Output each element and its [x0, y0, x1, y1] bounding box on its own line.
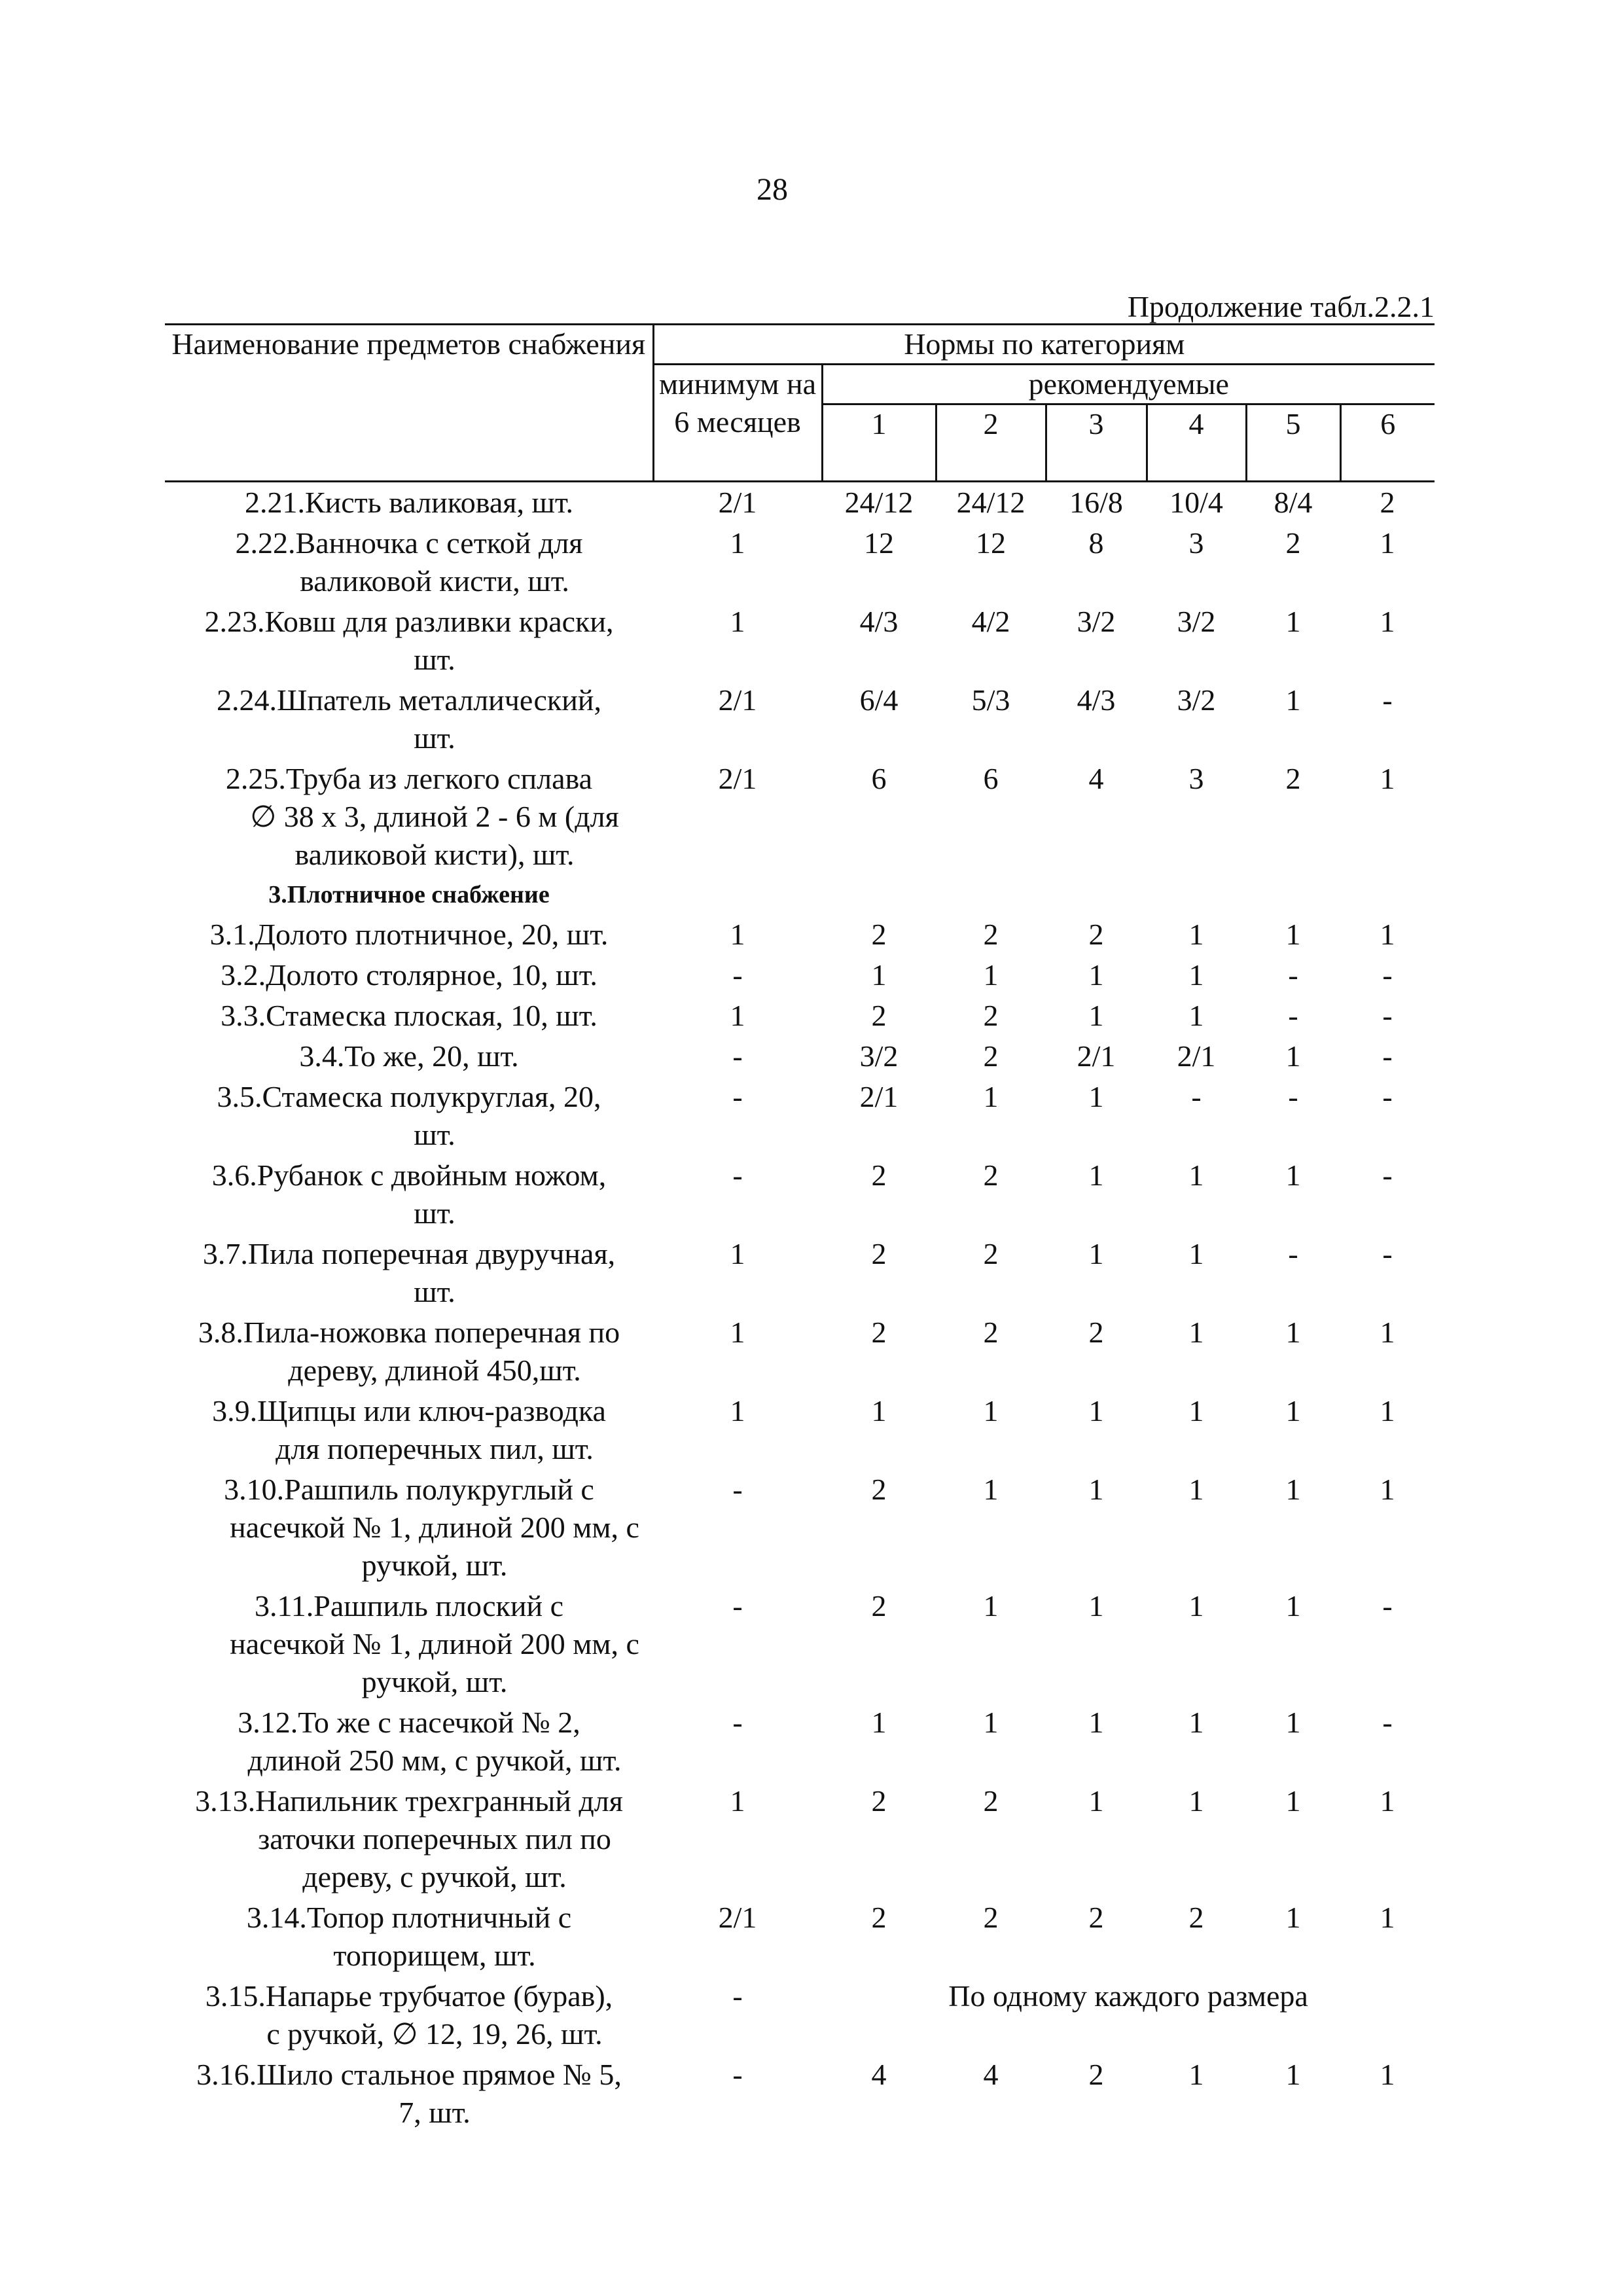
category-3-value: 16/8	[1069, 486, 1123, 519]
category-5-value: -	[1288, 1080, 1298, 1113]
item-name-text: 2.22.Ванночка с сеткой для	[235, 526, 583, 560]
item-name	[165, 759, 653, 875]
item-name-text: 2.25.Труба из легкого сплава	[225, 762, 593, 795]
category-3-value: 3/2	[1077, 605, 1116, 638]
item-name	[165, 955, 653, 996]
category-4-value: 1	[1188, 1706, 1204, 1739]
category-2-value: 5/3	[971, 683, 1010, 717]
item-name-continuation: насечкой № 1, длиной 200 мм, с ручкой, шт.	[230, 1511, 639, 1582]
item-name	[165, 1586, 653, 1702]
category-6-value: 1	[1380, 1901, 1395, 1934]
minimum-value: -	[732, 1158, 743, 1192]
item-name-text: 2.24.Шпатель металлический,	[217, 683, 601, 717]
minimum-value: 1	[730, 1316, 745, 1349]
category-5-value: 2	[1285, 762, 1301, 795]
category-6-value: -	[1382, 1158, 1393, 1192]
item-name-text: 3.5.Стамеска полукруглая, 20,	[217, 1080, 601, 1113]
category-5-value: 1	[1285, 1784, 1301, 1818]
category-1-value: 2	[871, 999, 887, 1032]
item-name-text: 3.3.Стамеска плоская, 10, шт.	[221, 999, 597, 1032]
category-1-value: 2	[871, 918, 887, 951]
minimum-value: 1	[730, 526, 745, 560]
category-1-value: 2	[871, 1784, 887, 1818]
minimum-value: 2/1	[718, 1901, 757, 1934]
item-name	[165, 1702, 653, 1781]
table-row	[165, 996, 1435, 1036]
item-name-continuation: насечкой № 1, длиной 200 мм, с ручкой, шт.	[230, 1627, 639, 1698]
category-4-value: 1	[1188, 1316, 1204, 1349]
category-3-value: 2/1	[1077, 1039, 1116, 1073]
item-name	[165, 1155, 653, 1234]
table-row	[165, 680, 1435, 759]
category-3-value: 1	[1088, 999, 1104, 1032]
category-1-value: 2	[871, 1158, 887, 1192]
category-2-value: 1	[983, 1589, 999, 1623]
category-6-value: 1	[1380, 918, 1395, 951]
item-name-continuation: 7, шт.	[399, 2096, 471, 2129]
section-row	[165, 875, 1435, 914]
category-2-value: 1	[983, 1080, 999, 1113]
item-name-text: 3.11.Рашпиль плоский с	[254, 1589, 564, 1623]
category-4-value: 10/4	[1169, 486, 1223, 519]
item-name-continuation: шт.	[414, 1275, 455, 1308]
item-name	[165, 2054, 653, 2133]
minimum-value: 2/1	[718, 486, 757, 519]
category-5-value: 1	[1285, 1316, 1301, 1349]
category-1-value: 2/1	[859, 1080, 899, 1113]
category-4-value: 3	[1188, 762, 1204, 795]
minimum-value: -	[732, 1473, 743, 1506]
category-5-value: 1	[1285, 1901, 1301, 1934]
table-row	[165, 1702, 1435, 1781]
section-heading: 3.Плотничное снабжение	[268, 881, 550, 908]
category-2-value: 1	[983, 1706, 999, 1739]
category-1-value: 1	[871, 1394, 887, 1427]
category-5-value: 1	[1285, 1706, 1301, 1739]
category-5-value: 1	[1285, 2058, 1301, 2091]
item-name-continuation: с ручкой, ∅ 12, 19, 26, шт.	[266, 2017, 603, 2051]
category-6-value: -	[1382, 999, 1393, 1032]
category-6-value: -	[1382, 1237, 1393, 1270]
minimum-value: 2/1	[718, 683, 757, 717]
minimum-value: 1	[730, 918, 745, 951]
item-name	[165, 1781, 653, 1897]
item-name-continuation: длиной 250 мм, с ручкой, шт.	[247, 1744, 622, 1777]
category-1-value: 2	[871, 1473, 887, 1506]
empty-cell	[653, 875, 1435, 914]
category-1-value: 2	[871, 1589, 887, 1623]
category-1-value: 1	[871, 958, 887, 992]
item-name-text: 3.6.Рубанок с двойным ножом,	[211, 1158, 607, 1192]
category-5-value: 1	[1285, 1039, 1301, 1073]
minimum-value: -	[732, 958, 743, 992]
category-2-value: 2	[983, 1158, 999, 1192]
item-name-continuation: шт.	[414, 1196, 455, 1230]
item-name	[165, 1391, 653, 1469]
item-name-continuation: ∅ 38 х 3, длиной 2 - 6 м (для валиковой кисти), шт.	[250, 800, 619, 871]
header-category-4: 4	[1147, 404, 1246, 482]
item-name	[165, 601, 653, 680]
category-5-value: 1	[1285, 1589, 1301, 1623]
item-name-continuation: шт.	[414, 643, 455, 676]
table-row	[165, 955, 1435, 996]
item-name	[165, 680, 653, 759]
header-category-6: 6	[1340, 404, 1435, 482]
category-3-value: 1	[1088, 1237, 1104, 1270]
item-name-text: 3.7.Пила поперечная двуручная,	[202, 1237, 616, 1270]
table-row	[165, 759, 1435, 875]
item-name-continuation: для поперечных пил, шт.	[276, 1432, 594, 1465]
category-4-value: -	[1191, 1080, 1202, 1113]
category-6-value: 1	[1380, 1316, 1395, 1349]
category-3-value: 1	[1088, 1589, 1104, 1623]
item-name	[165, 1897, 653, 1976]
merged-note: По одному каждого размера	[948, 1979, 1308, 2013]
category-3-value: 1	[1088, 1080, 1104, 1113]
category-4-value: 1	[1188, 1473, 1204, 1506]
item-name-continuation: шт.	[414, 721, 455, 755]
category-1-value: 1	[871, 1706, 887, 1739]
table-row	[165, 482, 1435, 524]
table-row	[165, 1586, 1435, 1702]
category-4-value: 3/2	[1177, 683, 1216, 717]
category-2-value: 6	[983, 762, 999, 795]
item-name	[165, 1976, 653, 2054]
category-2-value: 4	[983, 2058, 999, 2091]
table-row	[165, 601, 1435, 680]
item-name-continuation: заточки поперечных пил по дереву, с ручкой, шт.	[258, 1822, 611, 1893]
category-1-value: 4	[871, 2058, 887, 2091]
category-3-value: 1	[1088, 1158, 1104, 1192]
category-1-value: 2	[871, 1237, 887, 1270]
header-minimum: минимум на 6 месяцев	[653, 365, 822, 482]
category-1-value: 3/2	[859, 1039, 899, 1073]
category-4-value: 1	[1188, 999, 1204, 1032]
minimum-value: -	[732, 2058, 743, 2091]
category-4-value: 1	[1188, 1158, 1204, 1192]
category-3-value: 1	[1088, 1706, 1104, 1739]
minimum-value: -	[732, 1080, 743, 1113]
table-row	[165, 1897, 1435, 1976]
item-name	[165, 1469, 653, 1586]
table-row	[165, 1077, 1435, 1155]
item-name	[165, 914, 653, 955]
category-4-value: 1	[1188, 918, 1204, 951]
item-name-text: 3.1.Долото плотничное, 20, шт.	[209, 918, 609, 951]
item-name-text: 3.9.Щипцы или ключ-разводка	[212, 1394, 606, 1427]
category-6-value: 1	[1380, 1784, 1395, 1818]
item-name-text: 2.21.Кисть валиковая, шт.	[244, 486, 574, 519]
category-5-value: -	[1288, 1237, 1298, 1270]
category-1-value: 2	[871, 1901, 887, 1934]
table-row	[165, 1976, 1435, 2054]
category-4-value: 1	[1188, 1784, 1204, 1818]
category-5-value: 1	[1285, 1394, 1301, 1427]
category-6-value: -	[1382, 1039, 1393, 1073]
category-6-value: 1	[1380, 1473, 1395, 1506]
category-2-value: 2	[983, 1316, 999, 1349]
item-name	[165, 1077, 653, 1155]
minimum-value: 1	[730, 999, 745, 1032]
category-1-value: 4/3	[859, 605, 899, 638]
minimum-value: 1	[730, 1784, 745, 1818]
table-continuation-label: Продолжение табл.2.2.1	[1127, 290, 1435, 323]
category-1-value: 12	[864, 526, 894, 560]
category-6-value: 1	[1380, 762, 1395, 795]
item-name	[165, 1312, 653, 1391]
category-6-value: 1	[1380, 526, 1395, 560]
category-6-value: -	[1382, 683, 1393, 717]
table-row	[165, 1469, 1435, 1586]
category-2-value: 1	[983, 958, 999, 992]
category-2-value: 2	[983, 1237, 999, 1270]
category-2-value: 2	[983, 999, 999, 1032]
category-4-value: 1	[1188, 958, 1204, 992]
category-3-value: 2	[1088, 918, 1104, 951]
table-row	[165, 1036, 1435, 1077]
table-row	[165, 1312, 1435, 1391]
header-category-5: 5	[1246, 404, 1340, 482]
category-4-value: 1	[1188, 2058, 1204, 2091]
category-5-value: 8/4	[1274, 486, 1313, 519]
category-1-value: 24/12	[844, 486, 914, 519]
item-name	[165, 523, 653, 601]
table-row	[165, 2054, 1435, 2133]
item-name-continuation: валиковой кисти, шт.	[300, 564, 569, 598]
header-item-name: Наименование предметов снабжения	[165, 325, 653, 482]
category-2-value: 2	[983, 1784, 999, 1818]
item-name-text: 3.4.То же, 20, шт.	[299, 1039, 519, 1073]
minimum-value: 1	[730, 1394, 745, 1427]
category-2-value: 12	[976, 526, 1006, 560]
category-6-value: -	[1382, 1080, 1393, 1113]
minimum-value: 1	[730, 1237, 745, 1270]
category-5-value: 1	[1285, 605, 1301, 638]
item-name-continuation: топорищем, шт.	[333, 1939, 536, 1972]
category-5-value: 1	[1285, 1158, 1301, 1192]
category-1-value: 6	[871, 762, 887, 795]
table-row	[165, 1391, 1435, 1469]
category-5-value: 2	[1285, 526, 1301, 560]
item-name-text: 3.12.То же с насечкой № 2,	[238, 1706, 580, 1739]
item-name	[165, 482, 653, 524]
category-2-value: 2	[983, 1039, 999, 1073]
table-row	[165, 914, 1435, 955]
category-3-value: 1	[1088, 1473, 1104, 1506]
category-4-value: 3/2	[1177, 605, 1216, 638]
category-2-value: 4/2	[971, 605, 1010, 638]
category-5-value: 1	[1285, 1473, 1301, 1506]
item-name-text: 3.16.Шило стальное прямое № 5,	[196, 2058, 622, 2091]
item-name-text: 3.10.Рашпиль полукруглый с	[224, 1473, 594, 1506]
header-category-3: 3	[1046, 404, 1147, 482]
minimum-value: -	[732, 1039, 743, 1073]
category-1-value: 6/4	[859, 683, 899, 717]
item-name	[165, 1234, 653, 1312]
category-6-value: 1	[1380, 1394, 1395, 1427]
category-2-value: 1	[983, 1473, 999, 1506]
category-3-value: 8	[1088, 526, 1104, 560]
category-6-value: 1	[1380, 2058, 1395, 2091]
category-3-value: 4/3	[1077, 683, 1116, 717]
category-3-value: 1	[1088, 958, 1104, 992]
minimum-value: -	[732, 1979, 743, 2013]
category-6-value: 2	[1380, 486, 1395, 519]
category-6-value: 1	[1380, 605, 1395, 638]
category-2-value: 2	[983, 1901, 999, 1934]
item-name-text: 3.15.Напарье трубчатое (бурав),	[205, 1979, 613, 2013]
category-6-value: -	[1382, 1589, 1393, 1623]
category-5-value: -	[1288, 958, 1298, 992]
category-5-value: 1	[1285, 918, 1301, 951]
category-2-value: 24/12	[956, 486, 1026, 519]
category-3-value: 4	[1088, 762, 1104, 795]
table-row	[165, 1155, 1435, 1234]
category-4-value: 2	[1188, 1901, 1204, 1934]
page-number: 28	[757, 172, 788, 207]
item-name-text: 3.8.Пила-ножовка поперечная по	[198, 1316, 620, 1349]
category-6-value: -	[1382, 958, 1393, 992]
header-recommended: рекомендуемые	[822, 365, 1435, 404]
category-4-value: 3	[1188, 526, 1204, 560]
table-row	[165, 1234, 1435, 1312]
table-row	[165, 523, 1435, 601]
category-3-value: 2	[1088, 2058, 1104, 2091]
item-name-text: 3.14.Топор плотничный с	[246, 1901, 572, 1934]
item-name	[165, 1036, 653, 1077]
category-3-value: 2	[1088, 1316, 1104, 1349]
minimum-value: -	[732, 1706, 743, 1739]
header-category-2: 2	[936, 404, 1046, 482]
category-4-value: 1	[1188, 1394, 1204, 1427]
item-name-text: 2.23.Ковш для разливки краски,	[204, 605, 614, 638]
item-name-continuation: дереву, длиной 450,шт.	[288, 1354, 581, 1387]
table-row	[165, 1781, 1435, 1897]
supply-norms-table	[165, 323, 1435, 2133]
header-norms: Нормы по категориям	[653, 325, 1435, 365]
minimum-value: 2/1	[718, 762, 757, 795]
category-2-value: 2	[983, 918, 999, 951]
category-6-value: -	[1382, 1706, 1393, 1739]
item-name-text: 3.2.Долото столярное, 10, шт.	[221, 958, 597, 992]
item-name	[165, 996, 653, 1036]
item-name-continuation: шт.	[414, 1118, 455, 1151]
item-name-text: 3.13.Напильник трехгранный для	[195, 1784, 623, 1818]
category-3-value: 1	[1088, 1394, 1104, 1427]
category-4-value: 1	[1188, 1589, 1204, 1623]
category-4-value: 1	[1188, 1237, 1204, 1270]
category-1-value: 2	[871, 1316, 887, 1349]
minimum-value: 1	[730, 605, 745, 638]
header-category-1: 1	[822, 404, 936, 482]
category-2-value: 1	[983, 1394, 999, 1427]
category-3-value: 2	[1088, 1901, 1104, 1934]
category-3-value: 1	[1088, 1784, 1104, 1818]
category-5-value: -	[1288, 999, 1298, 1032]
minimum-value: -	[732, 1589, 743, 1623]
category-4-value: 2/1	[1177, 1039, 1216, 1073]
category-5-value: 1	[1285, 683, 1301, 717]
